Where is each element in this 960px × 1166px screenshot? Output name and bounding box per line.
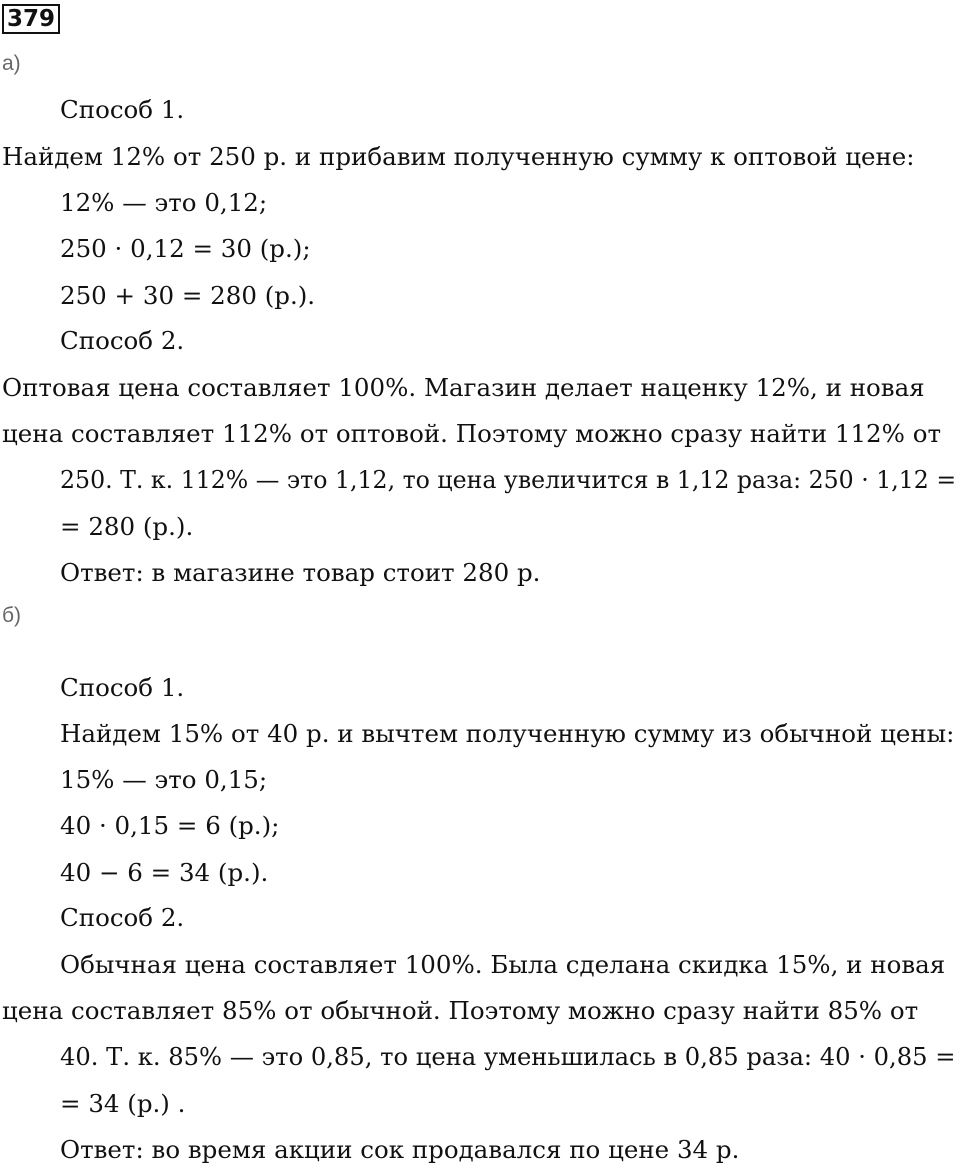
part-a-method-2-line-1: Оптовая цена составляет 100%. Магазин делает наценку 12%, и новая	[2, 373, 925, 402]
part-b-method-2-line-4: = 34 (р.) .	[60, 1089, 186, 1118]
problem-number: 379	[2, 4, 60, 34]
part-b-label: б)	[2, 604, 22, 627]
part-b-step-percent: 15% — это 0,15;	[60, 765, 268, 794]
part-a-answer: Ответ: в магазине товар стоит 280 р.	[60, 558, 541, 587]
part-b-method-2-line-1: Обычная цена составляет 100%. Была сделана скидка 15%, и новая	[60, 950, 946, 979]
part-a-step-percent: 12% — это 0,12;	[60, 188, 268, 217]
part-b-method-1-intro: Найдем 15% от 40 р. и вычтем полученную сумму из обычной цены:	[60, 719, 955, 748]
part-b-answer: Ответ: во время акции сок продавался по цене 34 р.	[60, 1135, 740, 1164]
part-b-method-2-line-3: 40. Т. к. 85% — это 0,85, то цена уменьшилась в 0,85 раза: 40 · 0,85 =	[60, 1042, 956, 1071]
part-a-method-1-intro: Найдем 12% от 250 р. и прибавим полученную сумму к оптовой цене:	[2, 142, 915, 171]
part-a-method-2-line-3: 250. Т. к. 112% — это 1,12, то цена увеличится в 1,12 раза: 250 · 1,12 =	[60, 465, 957, 494]
part-a-label: а)	[2, 52, 21, 75]
part-a-step-add: 250 + 30 = 280 (р.).	[60, 281, 316, 310]
part-b-method-2-heading: Способ 2.	[60, 903, 185, 932]
part-a-method-2-line-2: цена составляет 112% от оптовой. Поэтому можно сразу найти 112% от	[2, 419, 942, 448]
part-b-step-multiply: 40 · 0,15 = 6 (р.);	[60, 811, 280, 840]
part-a-method-2-line-4: = 280 (р.).	[60, 512, 194, 541]
part-a-step-multiply: 250 · 0,12 = 30 (р.);	[60, 234, 311, 263]
part-b-step-subtract: 40 − 6 = 34 (р.).	[60, 858, 269, 887]
part-a-method-1-heading: Способ 1.	[60, 95, 185, 124]
part-b-method-1-heading: Способ 1.	[60, 673, 185, 702]
part-b-method-2-line-2: цена составляет 85% от обычной. Поэтому можно сразу найти 85% от	[2, 996, 919, 1025]
part-a-method-2-heading: Способ 2.	[60, 326, 185, 355]
